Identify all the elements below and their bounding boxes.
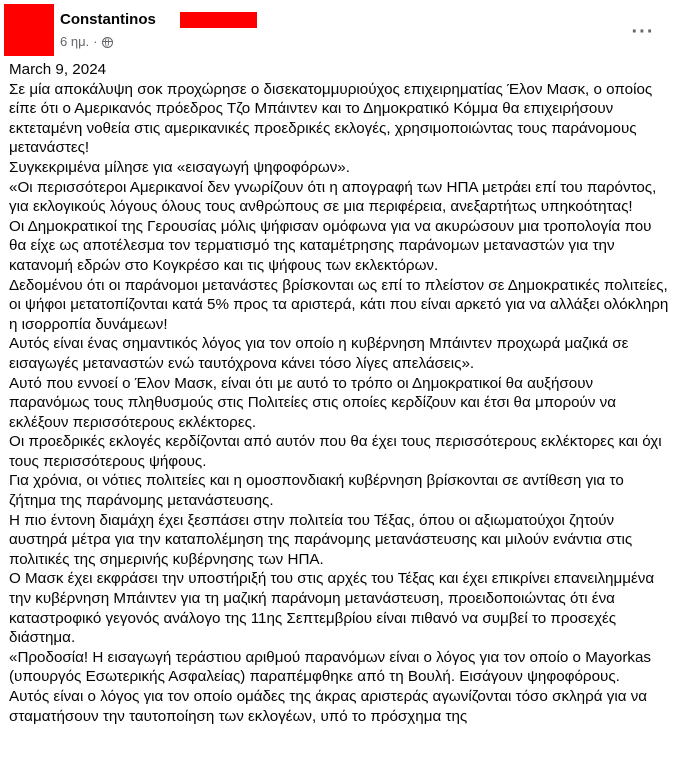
post-paragraph: Οι προεδρικές εκλογές κερδίζονται από αυτόν που θα έχει τους περισσότερους εκλέκτορες και όχι τους περισσότερους ψήφους. [9, 433, 662, 470]
meta-separator: · [93, 34, 98, 49]
post-paragraph: Η πιο έντονη διαμάχη έχει ξεσπάσει στην πολιτεία του Τέξας, όπου οι αξιωματούχοι ζητούν αυστηρά μέτρα για την καταπολέμηση της παράνομης μετανάστευσης και μιλούν ενάντια στις πολιτικές της σημερινής κυβέρνησης των ΗΠΑ. [9, 511, 633, 568]
post-paragraph: March 9, 2024 [9, 61, 107, 78]
post-meta [60, 34, 113, 50]
redacted-name-block [180, 12, 257, 28]
post-paragraph: «Οι περισσότεροι Αμερικανοί δεν γνωρίζουν ότι η απογραφή των ΗΠΑ μετράει επί του παρόντος, για εκλογικούς λόγους όλους τους ανθρώπους σε μια περιφέρεια, ανεξαρτήτως υπηκοότητας! [9, 178, 657, 216]
more-options-icon[interactable]: ··· [631, 20, 655, 43]
post-timestamp[interactable]: 6 ημ. [60, 34, 90, 49]
post-paragraph: Αυτός είναι ο λόγος για τον οποίο ομάδες της άκρας αριστεράς αγωνίζονται τόσο σκληρά για να σταματήσουν την ταυτοποίηση των εκλογέων, υπό το πρόσχημα της [9, 688, 648, 725]
post-paragraph: Ο Μασκ έχει εκφράσει την υποστήριξή του στις αρχές του Τέξας και έχει επικρίνει επανειλημμένα την κυβέρνηση Μπάιντεν για τη μαζική παράνομη μετανάστευση, προειδοποιώντας ότι ένα καταστροφικό γεγονός ανάλογο της 11ης Σεπτεμβρίου είναι πιθανό να συμβεί το προσεχές διάστημα. [9, 570, 655, 647]
post-paragraph: Για χρόνια, οι νότιες πολιτείες και η ομοσπονδιακή κυβέρνηση βρίσκονται σε αντίθεση για το ζήτημα της παράνομης μετανάστευσης. [9, 472, 624, 510]
post-paragraph: Σε μία αποκάλυψη σοκ προχώρησε ο δισεκατομμυριούχος επιχειρηματίας Έλον Μασκ, ο οποίος είπε ότι ο Αμερικανός πρόεδρος Τζο Μπάιντεν και το Δημοκρατικό Κόμμα θα επιχειρήσουν εκτεταμένη νοθεία στις αμερικανικές προεδρικές εκλογές, χρησιμοποιώντας τους παράνομους μετανάστες! [9, 80, 653, 157]
post-paragraph: «Προδοσία! Η εισαγωγή τεράστιου αριθμού παρανόμων είναι ο λόγος για τον οποίο ο Mayorkas (υπουργός Εσωτερικής Ασφαλείας) παραπέμφθηκε από τη Βουλή. Εισάγουν ψηφοφόρους. [9, 648, 652, 686]
post-paragraph: Αυτός είναι ένας σημαντικός λόγος για τον οποίο η κυβέρνηση Μπάιντεν προχωρά μαζικά σε εισαγωγές μεταναστών ενώ ταυτόχρονα κάνει τόσο λίγες απελάσεις». [9, 335, 629, 372]
post-paragraph: Οι Δημοκρατικοί της Γερουσίας μόλις ψήφισαν ομόφωνα για να ακυρώσουν μια τροπολογία που θα είχε ως αποτέλεσμα τον τερματισμό της καταμέτρησης παράνομων μεταναστών για την κατανομή εδρών στο Κογκρέσο και τις ψήφους των εκλεκτόρων. [9, 217, 652, 274]
author-name[interactable]: Constantinos [60, 11, 156, 28]
post-header [0, 0, 681, 60]
post-paragraph: Δεδομένου ότι οι παράνομοι μετανάστες βρίσκονται ως επί το πλείστον σε Δημοκρατικές πολιτείες, οι ψήφοι μετατοπίζονται κατά 5% προς τα αριστερά, κάτι που είναι αρκετό για να αλλάξει ολόκληρη η ισορροπία δυνάμεων! [9, 276, 669, 333]
post-body [9, 60, 669, 726]
globe-icon [102, 37, 113, 48]
post-paragraph: Συγκεκριμένα μίλησε για «εισαγωγή ψηφοφόρων». [9, 158, 350, 176]
post-paragraph: Αυτό που εννοεί ο Έλον Μασκ, είναι ότι με αυτό το τρόπο οι Δημοκρατικοί θα αυξήσουν παρανόμως τους πληθυσμούς στις Πολιτείες στις οποίες κερδίζουν και έτσι θα μπορούν να εκλέξουν περισσότερους εκλέκτορες. [9, 374, 617, 431]
avatar[interactable] [4, 4, 54, 56]
